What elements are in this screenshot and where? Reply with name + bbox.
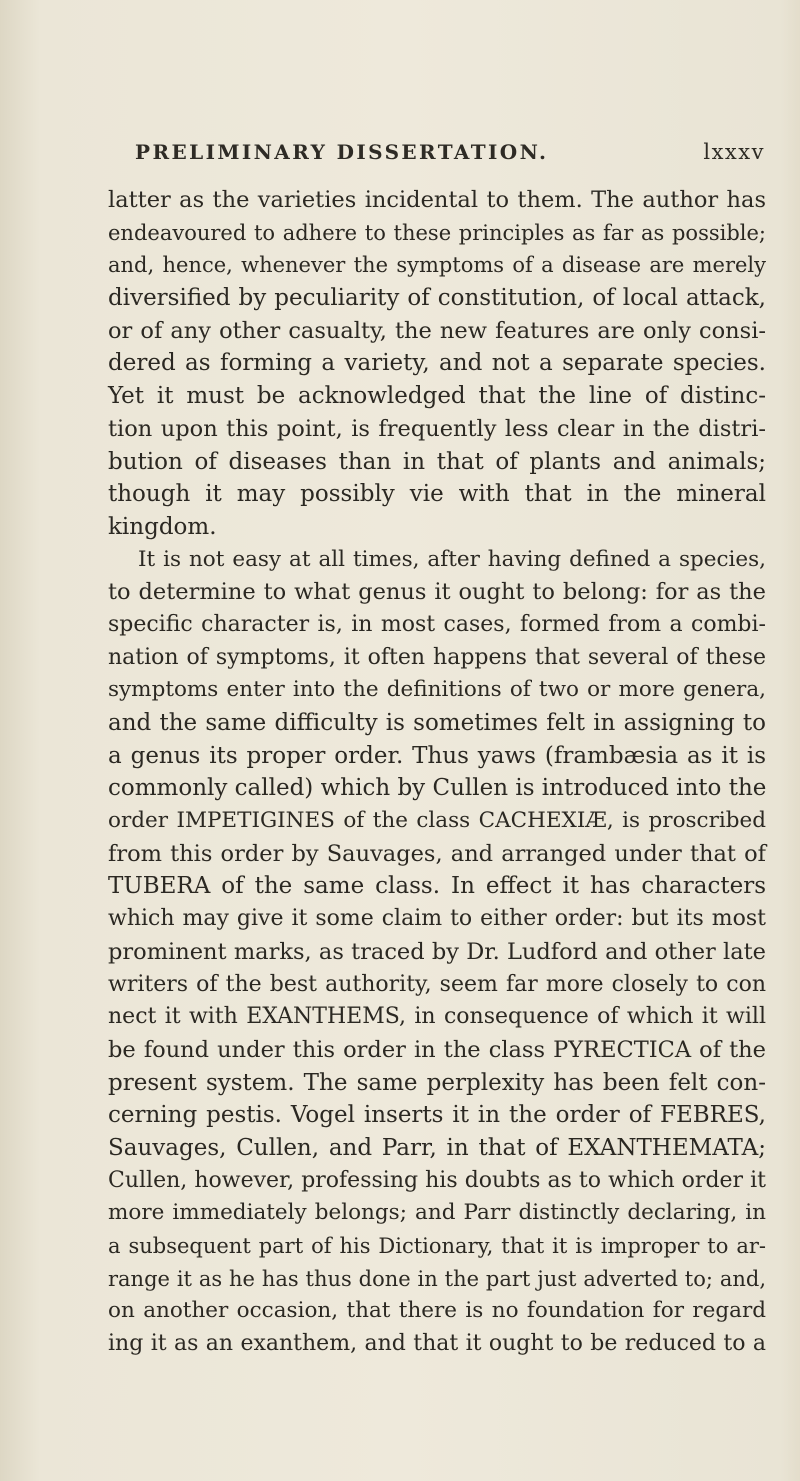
text-line: tion upon this point, is frequently less clear in the distri- xyxy=(108,415,766,442)
text-line: specific character is, in most cases, formed from a combi- xyxy=(108,611,766,637)
text-line: Yet it must be acknowledged that the line of distinc- xyxy=(108,383,766,410)
text-line: order IMPETIGINES of the class CACHEXIÆ, is proscribed xyxy=(108,808,766,834)
text-line: prominent marks, as traced by Dr. Ludford and other late xyxy=(108,938,766,965)
text-line: diversified by peculiarity of constitution, of local attack, xyxy=(108,285,766,312)
text-line: be found under this order in the class PYRECTICA of the xyxy=(108,1036,766,1063)
text-line: a genus its proper order. Thus yaws (frambæsia as it is xyxy=(108,742,766,769)
text-line: more immediately belongs; and Parr distinctly declaring, in xyxy=(108,1200,766,1226)
text-line: latter as the varieties incidental to them. The author has xyxy=(108,187,766,213)
text-line: Cullen, however, professing his doubts as to which order it xyxy=(108,1167,766,1193)
text-line: and the same difficulty is sometimes felt in assigning to xyxy=(108,710,766,736)
text-line: from this order by Sauvages, and arranged under that of xyxy=(108,840,766,867)
page-header xyxy=(105,140,765,170)
text-line: bution of diseases than in that of plants and animals; xyxy=(108,448,766,475)
text-line: to determine to what genus it ought to belong: for as the xyxy=(108,579,766,606)
text-line: symptoms enter into the definitions of two or more genera, xyxy=(108,677,766,703)
text-line: TUBERA of the same class. In effect it has characters xyxy=(108,873,766,900)
text-line: present system. The same perplexity has been felt con- xyxy=(108,1069,766,1096)
text-line: though it may possibly vie with that in the mineral xyxy=(108,481,766,508)
text-line: range it as he has thus done in the part just adverted to; and, xyxy=(108,1266,766,1291)
body-text xyxy=(108,184,766,1361)
text-line: cerning pestis. Vogel inserts it in the order of FEBRES, xyxy=(108,1102,766,1129)
text-line: It is not easy at all times, after having defined a species, xyxy=(138,546,766,572)
text-line: nation of symptoms, it often happens that several of these xyxy=(108,644,766,670)
text-line: kingdom. xyxy=(108,513,217,540)
text-line: commonly called) which by Cullen is introduced into the xyxy=(108,775,767,802)
text-line: a subsequent part of his Dictionary, that it is improper to ar- xyxy=(108,1234,766,1258)
text-line: writers of the best authority, seem far more closely to con xyxy=(108,971,766,997)
text-line: on another occasion, that there is no foundation for regard xyxy=(108,1298,766,1324)
text-line: and, hence, whenever the symptoms of a disease are merely xyxy=(108,253,766,278)
text-line: which may give it some claim to either order: but its most xyxy=(108,906,766,932)
text-line: or of any other casualty, the new features are only consi- xyxy=(108,317,766,344)
running-title: PRELIMINARY DISSERTATION. xyxy=(135,140,549,164)
text-line: Sauvages, Cullen, and Parr, in that of EXANTHEMATA; xyxy=(108,1134,766,1161)
page-number: lxxxv xyxy=(703,140,765,164)
text-line: ing it as an exanthem, and that it ought to be reduced to a xyxy=(108,1331,766,1357)
text-line: nect it with EXANTHEMS, in consequence of which it will xyxy=(108,1004,766,1030)
text-line: endeavoured to adhere to these principles as far as possible; xyxy=(108,220,766,245)
text-line: dered as forming a variety, and not a separate species. xyxy=(108,350,766,377)
